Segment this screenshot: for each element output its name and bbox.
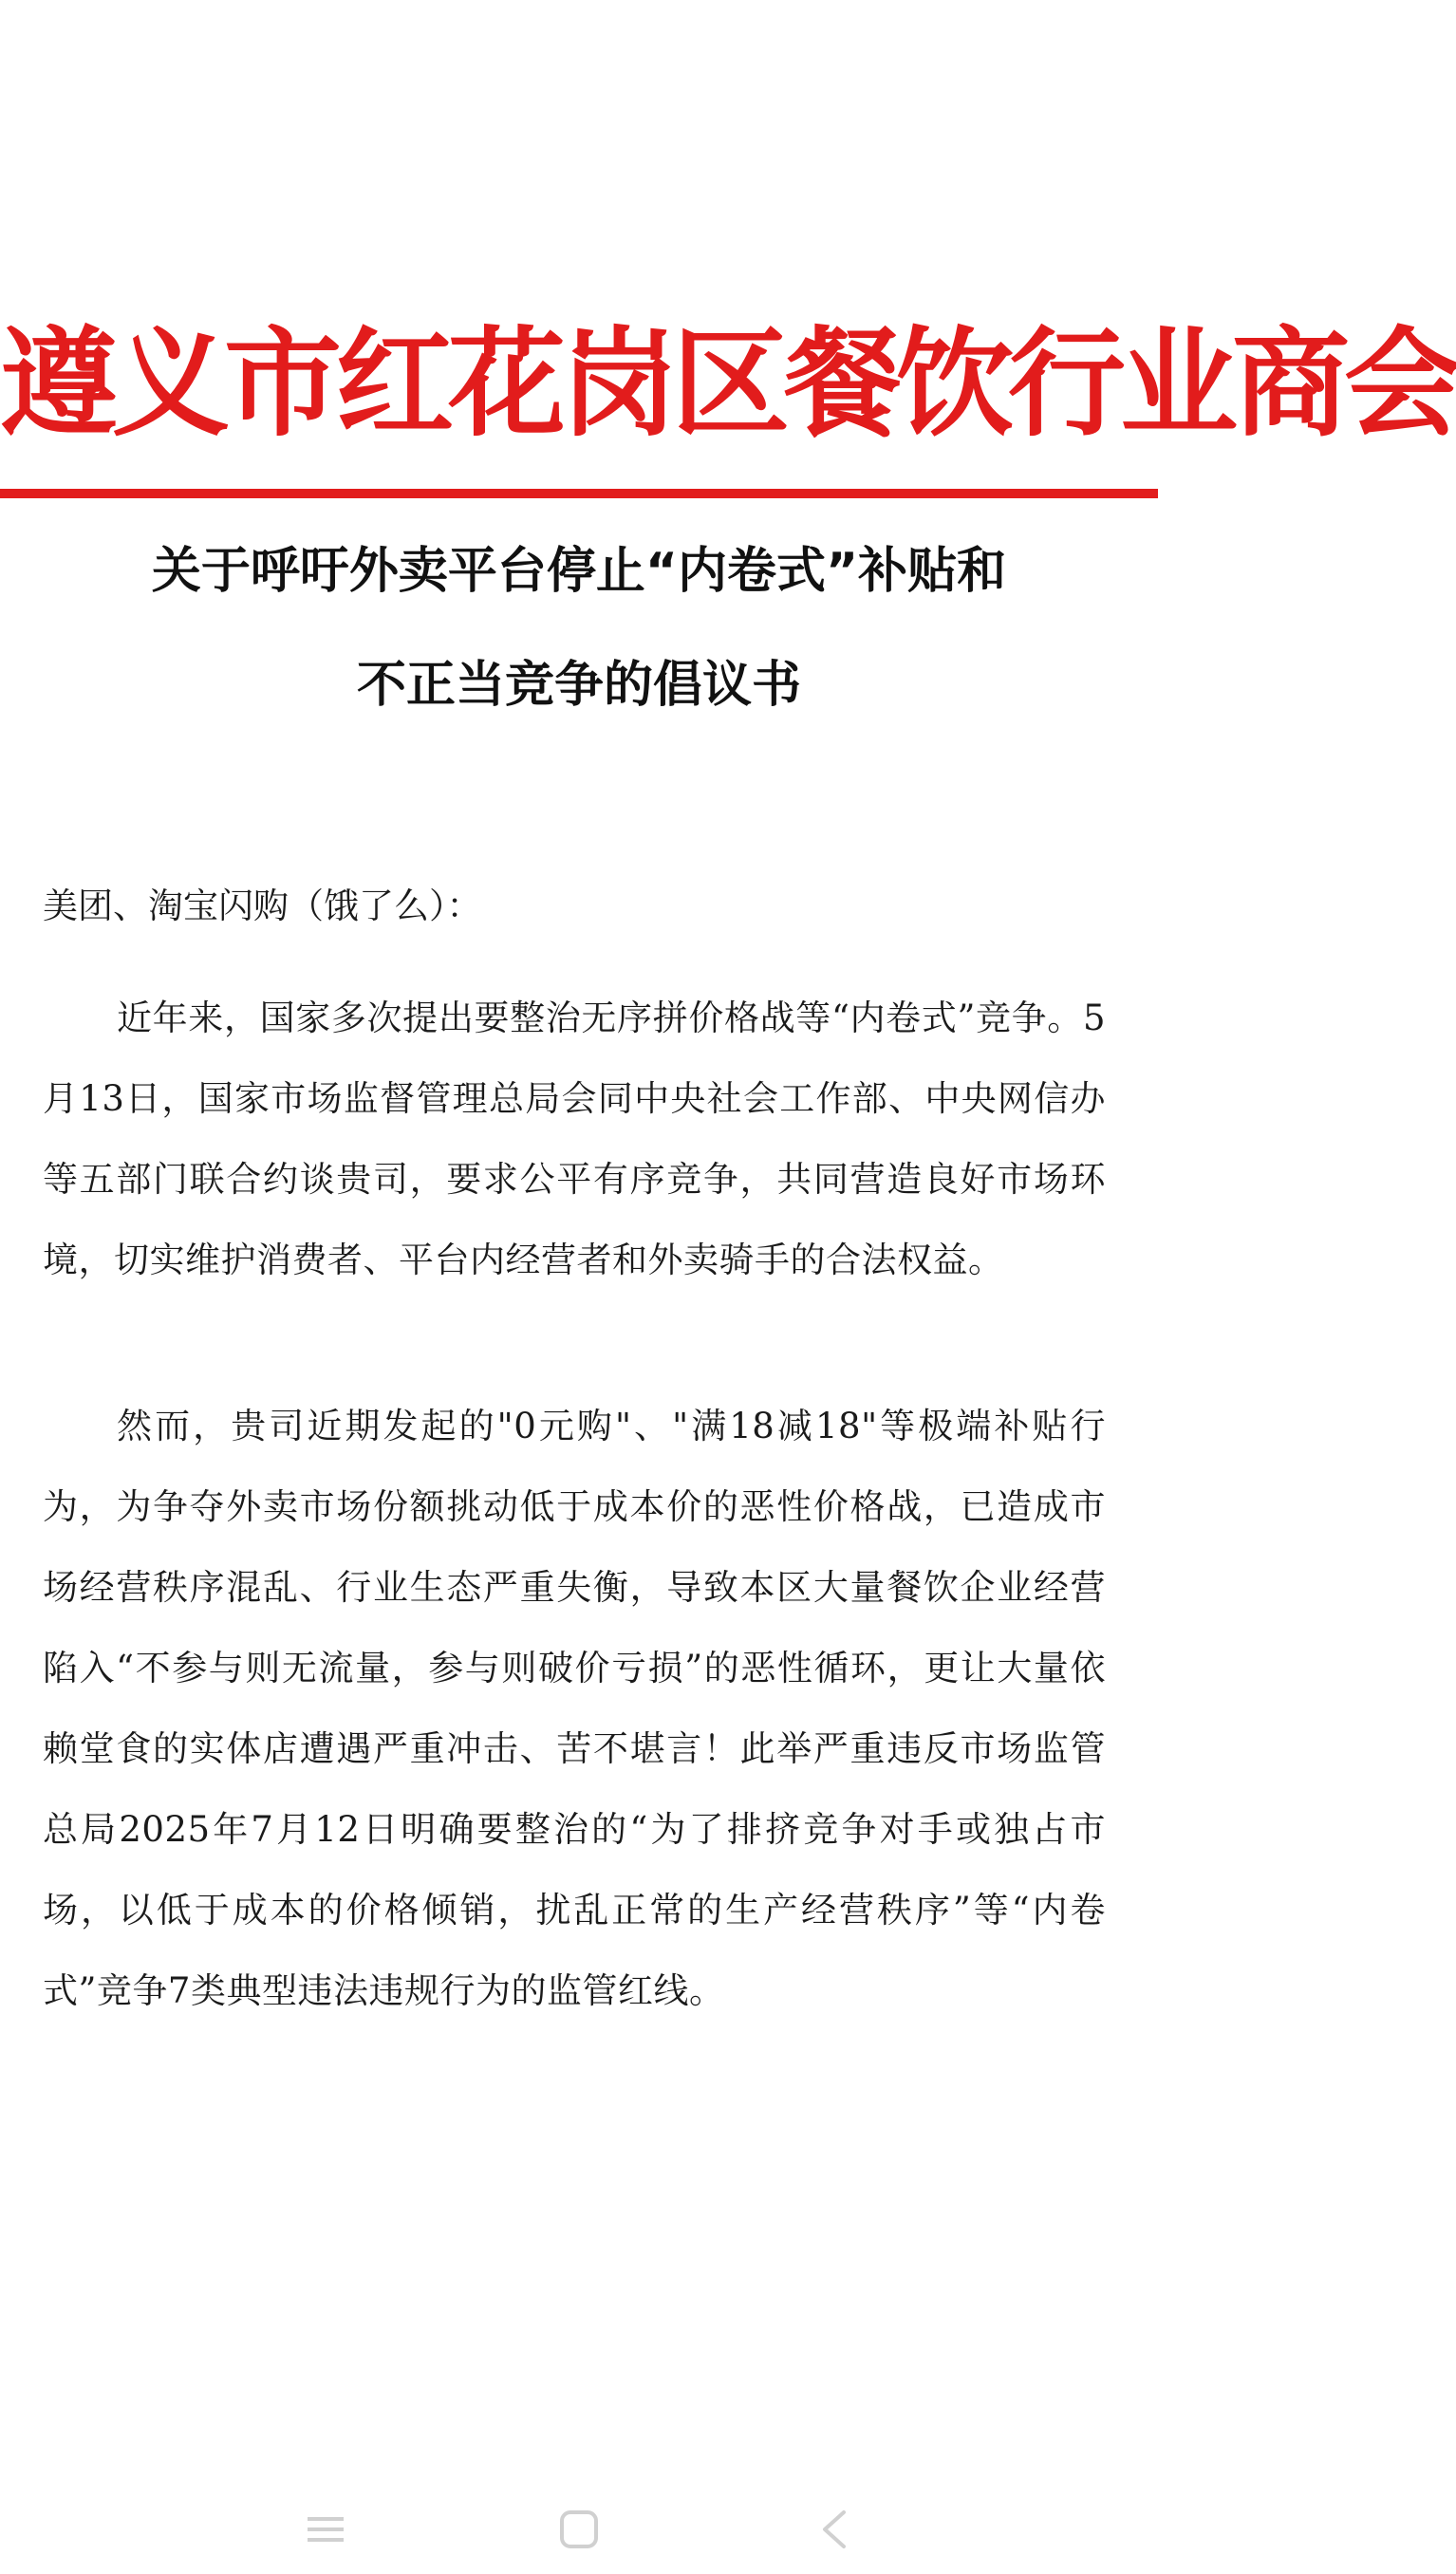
system-nav-bar <box>0 2468 1158 2572</box>
back-icon[interactable] <box>812 2506 859 2553</box>
paragraph-1: 近年来，国家多次提出要整治无序拼价格战等“内卷式”竞争。5月13日，国家市场监督管理总局会同中央社会工作部、中央网信办等五部门联合约谈贵司，要求公平有序竞争，共同营造良好市场环境，切实维护消费者、平台内经营者和外卖骑手的合法权益。 <box>43 998 1106 1280</box>
home-icon[interactable] <box>555 2506 603 2553</box>
paragraph-2: 然而，贵司近期发起的"0元购"、"满18减18"等极端补贴行为，为争夺外卖市场份额挑动低于成本价的恶性价格战，已造成市场经营秩序混乱、行业生态严重失衡，导致本区大量餐饮企业经营陷入“不参与则无流量，参与则破价亏损”的恶性循环，更让大量依赖堂食的实体店遭遇严重冲击、苦不堪言！此举严重违反市场监管总局2025年7月12日明确要整治的“为了排挤竞争对手或独占市场，以低于成本的价格倾销，扰乱正常的生产经营秩序”等“内卷式”竞争7类典型违法违规行为的监管红线。 <box>43 1406 1106 2011</box>
salutation: 美团、淘宝闪购（饿了么）： <box>43 886 482 926</box>
menu-icon[interactable] <box>302 2506 349 2553</box>
org-header: 遵义市红花岗区餐饮行业商会 <box>0 315 1456 453</box>
document-title-line-1: 关于呼吁外卖平台停止“内卷式”补贴和 <box>151 543 1007 600</box>
header-divider <box>0 489 1158 498</box>
document-title-line-2: 不正当竞争的倡议书 <box>356 657 801 714</box>
